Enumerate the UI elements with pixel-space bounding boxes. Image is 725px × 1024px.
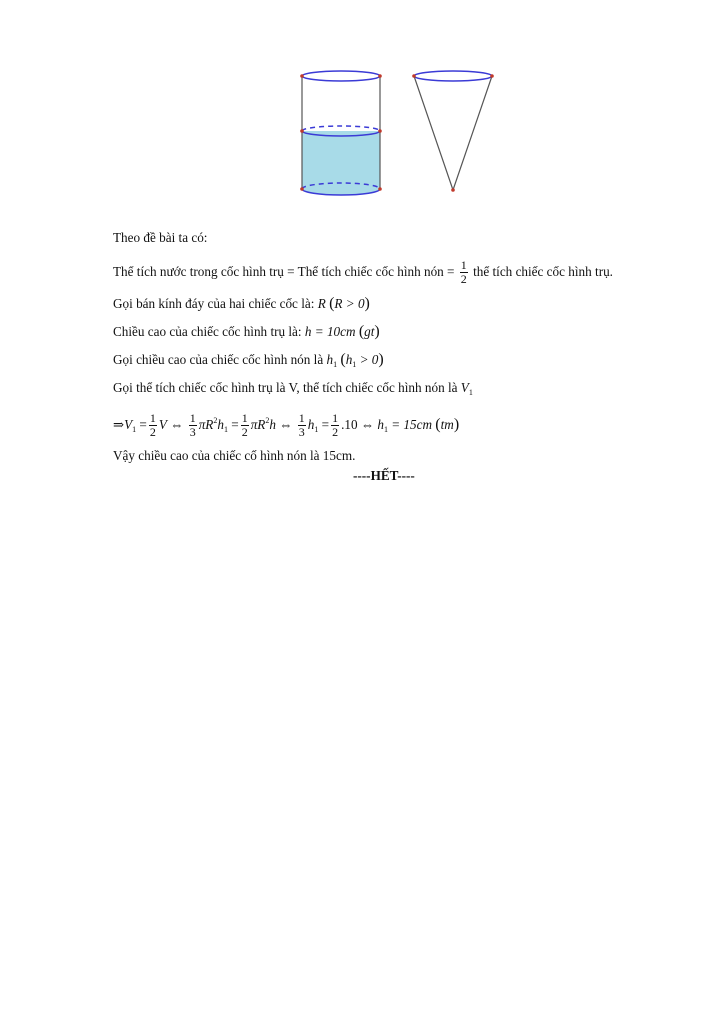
- frac-num: 1: [460, 258, 467, 273]
- cylinder-height-text: Chiều cao của chiếc cốc hình trụ là:: [113, 324, 302, 339]
- iff-symbol: ⇔: [279, 417, 293, 432]
- v1-var: V: [124, 417, 133, 432]
- fraction-one-half: [460, 259, 468, 286]
- cup-diagram: [290, 62, 500, 202]
- subscript: 1: [333, 360, 338, 369]
- point: [300, 187, 304, 191]
- frac-den: 2: [332, 425, 339, 440]
- h-var: h: [307, 417, 315, 432]
- subscript: 1: [383, 425, 388, 434]
- point: [490, 74, 494, 78]
- pi-r: πR: [250, 417, 266, 432]
- superscript: 2: [213, 416, 218, 425]
- cone-height-line: Gọi chiều cao của chiếc cốc hình nón là $h_1$ $(h_1 > 0)$: [113, 351, 384, 369]
- fraction-half: [149, 412, 157, 439]
- times-ten: .10: [341, 417, 358, 432]
- cylinder-top-ellipse: [302, 71, 380, 81]
- superscript: 2: [265, 416, 270, 425]
- point: [300, 74, 304, 78]
- frac-den: 2: [149, 425, 156, 440]
- volume-relation-text-a: Thể tích nước trong cốc hình trụ = Thể tích chiếc cốc hình nón =: [113, 264, 455, 279]
- frac-num: 1: [332, 411, 339, 426]
- cone-height-var-cond: h: [345, 352, 353, 367]
- radius-condition: R > 0: [334, 296, 365, 311]
- frac-num: 1: [189, 411, 196, 426]
- frac-den: 3: [189, 425, 196, 440]
- given-note: gt: [364, 324, 375, 339]
- cone-height-var: h: [326, 352, 334, 367]
- cone-top-ellipse: [414, 71, 492, 81]
- fraction-third: [189, 412, 197, 439]
- frac-den: 2: [241, 425, 248, 440]
- frac-num: 1: [149, 411, 156, 426]
- point: [378, 74, 382, 78]
- fraction-half-2: [241, 412, 249, 439]
- fraction-half-3: [331, 412, 339, 439]
- subscript: 1: [352, 360, 357, 369]
- cone-volume-var: V: [460, 380, 469, 395]
- volume-relation-line: [113, 256, 613, 288]
- cone-right-side: [453, 76, 492, 190]
- end-mark: ----HẾT----: [353, 468, 415, 483]
- cone-left-side: [414, 76, 453, 190]
- frac-den: 2: [460, 272, 467, 287]
- radius-var: R: [317, 296, 326, 311]
- iff-symbol: ⇔: [170, 417, 184, 432]
- radius-line: Gọi bán kính đáy của hai chiếc cốc là: R (R > 0): [113, 295, 370, 312]
- volume-def-line: [113, 378, 473, 398]
- subscript: 1: [132, 425, 137, 434]
- frac-num: 1: [298, 411, 305, 426]
- frac-num: 1: [241, 411, 248, 426]
- fraction-third-2: [298, 412, 306, 439]
- volume-relation-text-b: thể tích chiếc cốc hình trụ.: [473, 264, 613, 279]
- conclusion-line: Vậy chiều cao của chiếc cố hình nón là 15cm.: [113, 448, 356, 463]
- cone-height-condition: > 0: [356, 352, 379, 367]
- h-var: h: [269, 417, 276, 432]
- radius-text: Gọi bán kính đáy của hai chiếc cốc là:: [113, 296, 315, 311]
- point: [451, 188, 455, 192]
- h-var: h: [377, 417, 384, 432]
- equals: =: [139, 417, 147, 432]
- result-value: = 15cm: [391, 417, 432, 432]
- point: [378, 187, 382, 191]
- water-surface-back: [302, 126, 380, 131]
- pi-r: πR: [198, 417, 214, 432]
- cone-height-text: Gọi chiều cao của chiếc cốc hình nón là: [113, 352, 324, 367]
- subscript: 1: [223, 425, 228, 434]
- subscript: 1: [314, 425, 319, 434]
- intro-line: Theo đề bài ta có:: [113, 230, 208, 245]
- water-fill: [302, 131, 380, 189]
- point: [412, 74, 416, 78]
- volume-def-text: Gọi thể tích chiếc cốc hình trụ là V, thể tích chiếc cốc hình nón là: [113, 380, 458, 395]
- point: [300, 129, 304, 133]
- implies-symbol: ⇒: [113, 417, 125, 432]
- v-var: V: [158, 417, 167, 432]
- equals: =: [231, 417, 239, 432]
- equation-line: $\Rightarrow V_1$ = $\frac{1}{2}$ V ⇔ $\frac{1}{3}$ $\pi R^2h_1$ = $\frac{1}{2}$ $\pi R^2h$ ⇔ $\frac{1}{3}$ $h_1$ = $\frac{1}{2}$ .10 ⇔ $h_1 = 15cm$ (tm): [113, 411, 460, 440]
- h-var: h: [217, 417, 224, 432]
- cup-figure: [290, 62, 500, 202]
- equals: =: [321, 417, 330, 432]
- cylinder-height-line: Chiều cao của chiếc cốc hình trụ là: h = 10cm (gt): [113, 323, 380, 340]
- satisfies-note: tm: [440, 417, 454, 432]
- iff-symbol: ⇔: [360, 417, 375, 432]
- frac-den: 3: [298, 425, 305, 440]
- point: [378, 129, 382, 133]
- subscript: 1: [468, 388, 473, 397]
- cylinder-height-value: h = 10cm: [304, 324, 356, 339]
